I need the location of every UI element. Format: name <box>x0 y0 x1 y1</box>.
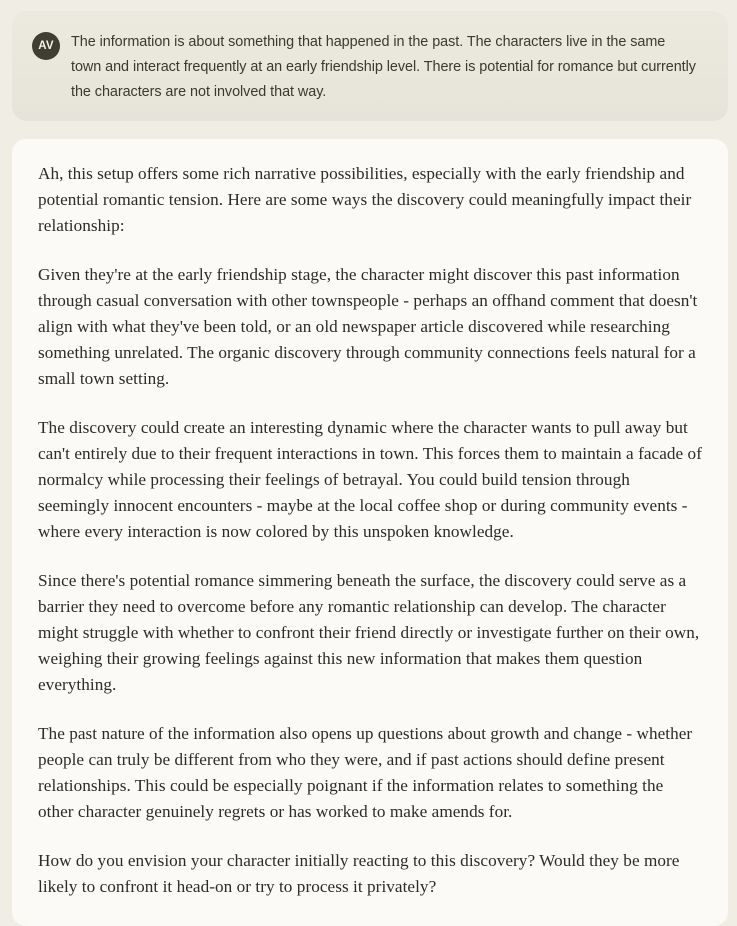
assistant-paragraph: How do you envision your character initially reacting to this discovery? Would they be more likely to confront it head-on or try to process it privately? <box>38 851 680 896</box>
user-message-bubble <box>12 11 728 121</box>
assistant-message-card <box>12 139 728 926</box>
assistant-paragraph: Given they're at the early friendship stage, the character might discover this past information through casual conversation with other townspeople - perhaps an offhand comment that doesn't align with what they've been told, or an old newspaper article discovered while researching something unrelated. The organic discovery through community connections feels natural for a small town setting. <box>38 265 698 388</box>
assistant-paragraph: The past nature of the information also opens up questions about growth and change - whether people can truly be different from who they were, and if past actions should define present relationships. This could be especially poignant if the information relates to something the other character genuinely regrets or has worked to make amends for. <box>38 724 693 821</box>
avatar: AV <box>32 32 60 60</box>
user-message-text: The information is about something that happened in the past. The characters live in the same town and interact frequently at an early friendship level. There is potential for romance but currently the characters are not involved that way. <box>71 34 696 100</box>
assistant-paragraph: Ah, this setup offers some rich narrative possibilities, especially with the early friendship and potential romantic tension. Here are some ways the discovery could meaningfully impact their relationship: <box>38 164 692 235</box>
assistant-paragraph: The discovery could create an interesting dynamic where the character wants to pull away but can't entirely due to their frequent interactions in town. This forces them to maintain a facade of normalcy while processing their feelings of betrayal. You could build tension through seemingly innocent encounters - maybe at the local coffee shop or during community events - where every interaction is now colored by this unspoken knowledge. <box>38 418 702 541</box>
assistant-paragraph: Since there's potential romance simmering beneath the surface, the discovery could serve as a barrier they need to overcome before any romantic relationship can develop. The character might struggle with whether to confront their friend directly or investigate further on their own, weighing their growing feelings against this new information that makes them question everything. <box>38 571 700 694</box>
